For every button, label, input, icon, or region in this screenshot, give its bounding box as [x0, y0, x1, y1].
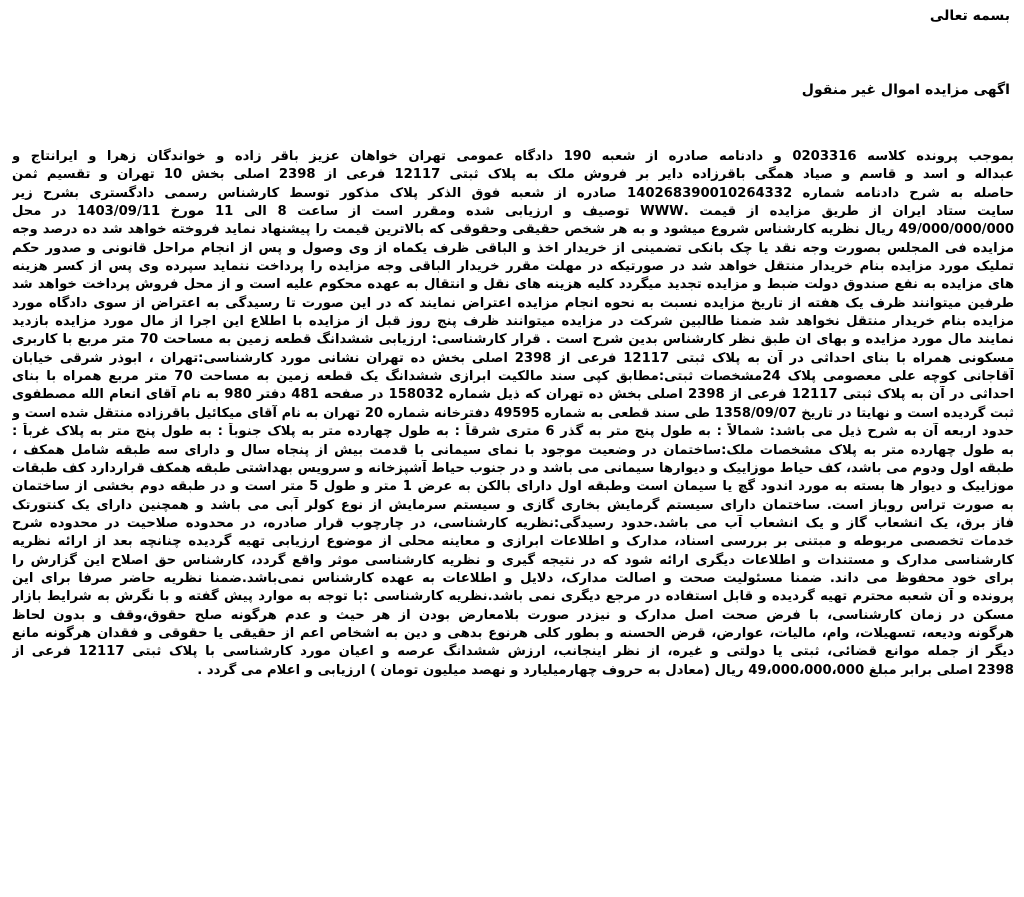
body-line-6: مزایده فی المجلس بصورت وجه نقد یا چک بانکی تضمینی از خریدار اخذ و الباقی ظرف یکماه از وی وصول و پس از انجام مراحل قانونی و صدور حکم: [12, 240, 1014, 256]
body-line-2: عبداله و اسد و قاسم و صیاد همگی باقرزاده دایر بر فروش ملک به پلاک ثبتی 12117 فرعی از 2398 اصلی بخش 10 تهران و تقسیم ثمن: [12, 167, 1014, 183]
body-line-13: آقاجانی کوچه علی معصومی پلاک 24مشخصات ثبتی:مطابق کپی سند مالکیت ابرازی ششدانگ یک قطعه زمین به مساحت 70 متر مربع همراه با بنای: [12, 369, 1014, 385]
body-line-16: حدود اربعه آن به شرح ذیل می باشد: شمالاً : به طول پنج متر به گذر 6 متری شرقاً : به طول چهارده متر به پلاک جنوباً : به طول پنج متر به پلاک غرباً :: [12, 424, 1014, 440]
body-line-20: به صورت تراس روباز است. ساختمان دارای سیستم گرمایش بخاری گازی و سیستم سرمایش از نوع کولر آبی می باشد و همچنین دارای یک کنتورتک: [12, 497, 1014, 513]
body-line-4: سایت ستاد ایران از طریق مزایده از قیمت .WWW توصیف و ارزیابی شده ومقرر است از ساعت 8 الی 11 مورخ 1403/09/11 در محل: [12, 204, 1014, 220]
body-line-9: طرفین میتوانند ظرف یک هفته از تاریخ مزایده نسبت به نحوه انجام مزایده اعتراض نمایند که در این صورت تا رسیدگی به اعتراض از سوی دادگاه مورد: [12, 295, 1014, 311]
notice-body: [12, 148, 1014, 680]
body-line-8: های مزایده به نفع صندوق دولت ضبط و مزایده تجدید میگردد کلیه هزینه های نقل و انتقال به عهده محکوم علیه است و از محل فروش پرداخت خواهد شد: [12, 277, 1014, 293]
bismillah-heading: بسمه تعالی: [929, 8, 1010, 24]
body-line-19: موزاییک و دیوار ها بسته به مورد اندود گچ یا سیمان است وطبقه اول دارای بالکن به عرض 1 متر و طول 5 متر است و در طبقه دوم بخشی از ساختمان: [12, 479, 1014, 495]
body-line-25: پرونده و آن شعبه محترم تهیه گردیده و قابل استفاده در مرجع دیگری نمی باشد.نظریه کارشناسی :با توجه به موارد پیش گفته و با نگرش به شرایط بازار: [12, 589, 1014, 605]
body-line-3: حاصله به شرح دادنامه شماره 140268390010264332 صادره از شعبه فوق الذکر پلاک مذکور توسط کارشناس رسمی دادگستری بشرح زیر: [12, 185, 1014, 201]
body-line-26: مسکن در زمان کارشناسی، با فرض صحت اصل مدارک و نیزدر صورت بلامعارض بودن از هر حیث و عدم هرگونه صلح حقوق،وقف و بدون لحاظ: [12, 607, 1014, 623]
body-line-18: طبقه اول ودوم می باشد، کف حیاط موزاییک و دیوارها سیمانی می باشد و در جنوب حیاط آشپزخانه و سرویس بهداشتی طبقه همکف قراردارد کف طبقات: [12, 460, 1014, 476]
body-line-1: بموجب پرونده کلاسه 0203316 و دادنامه صادره از شعبه 190 دادگاه عمومی تهران خواهان عزیز باقر زاده و خواندگان زهرا و ایرانتاج و: [12, 149, 1014, 164]
body-line-29: 2398 اصلی برابر مبلغ 49،000،000،000 ریال (معادل به حروف چهارمیلیارد و نهصد میلیون تومان ) ارزیابی و اعلام می گردد .: [197, 662, 1014, 678]
body-line-11: نمایند مال مورد مزایده و بهای ان طبق نظر کارشناس بدین شرح است . قرار کارشناسی: ارزیابی ششدانگ قطعه زمین به مساحت 70 متر مربع با کاربری: [12, 332, 1014, 348]
body-line-24: برای خود محفوظ می داند. ضمنا مسئولیت صحت و اصالت مدارک، دلایل و اطلاعات به عهده کارشناس نمی‌باشد.ضمنا نظریه حاضر صرفا برای این: [12, 570, 1014, 586]
body-line-21: فاز برق، یک انشعاب گاز و یک انشعاب آب می باشد.حدود رسیدگی:نظریه کارشناسی، در چارچوب قرار صادره، در محدوده صلاحیت در محدوده شرح: [12, 515, 1014, 531]
notice-title: اگهی مزایده اموال غیر منقول: [801, 82, 1010, 98]
body-line-17: به طول چهارده متر به پلاک مشخصات ملک:ساختمان در وضعیت موجود با نمای سیمانی با قدمت بیش از پنجاه سال و دارای سه طبقه شامل همکف ،: [12, 442, 1014, 458]
body-line-22: خدمات تخصصی مربوطه و مبتنی بر بررسی اسناد، مدارک و اطلاعات ابرازی و معاینه محلی از موضوع ارزیابی تهیه گردیده چنانچه بعد از ارائه نظریه: [12, 534, 1014, 550]
body-line-15: ثبت گردیده است و نهایتا در تاریخ 1358/09/07 طی سند قطعی به شماره 49595 دفترخانه شماره 20 تهران به نام آقای میکائیل باقرزاده منتقل شده است و: [12, 405, 1014, 421]
body-line-5: 49/000/000/000 ریال نظریه کارشناس شروع میشود و به هر شخص حقیقی وحقوقی که بالاترین قیمت را پیشنهاد نماید فروخته خواهد شد ده درصد وجه: [12, 222, 1014, 238]
body-line-27: هرگونه ودیعه، تسهیلات، وام، مالیات، عوارض، قرض الحسنه و بطور کلی هرنوع بدهی و دین به اشخاص اعم از حقیقی یا حقوقی و فقدان هرگونه مانع: [12, 625, 1014, 641]
body-line-28: دیگر از جمله موانع قضائی، ثبتی یا دولتی و غیره، از نظر اینجانب، ارزش ششدانگ عرصه و اعیان مورد کارشناسی با پلاک ثبتی 12117 فرعی از: [12, 644, 1014, 660]
body-line-23: کارشناسی مدارک و مستندات و اطلاعات دیگری ارائه شود که در نتیجه گیری و نظریه کارشناسی موثر واقع گردد، کارشناس حق اصلاح این گزارش را: [12, 552, 1014, 568]
body-line-7: تملیک مورد مزایده بنام خریدار منتقل خواهد شد در صورتیکه در مهلت مقرر خریدار الباقی وجه مزایده را پرداخت ننماید سپرده وی پس از کسر هزینه: [12, 259, 1014, 275]
body-line-14: احداثی در آن به پلاک ثبتی 12117 فرعی از 2398 اصلی بخش ده تهران که ذیل شماره 158032 در صفحه 481 دفتر 980 به نام آقای انعام الله مصطفوی: [12, 387, 1014, 403]
body-line-10: مزایده بنام خریدار منتقل نخواهد شد ضمنا طالبین شرکت در مزایده میتوانند ظرف پنج روز قبل از مزایده با اطلاع این اجرا از مال مورد مزایده بازدید: [12, 314, 1014, 330]
body-line-12: مسکونی همراه با بنای احداثی در آن به پلاک ثبتی 12117 فرعی از 2398 اصلی بخش ده تهران نشانی مورد کارشناسی:تهران ، ابوذر شرقی خیابان: [12, 350, 1014, 366]
